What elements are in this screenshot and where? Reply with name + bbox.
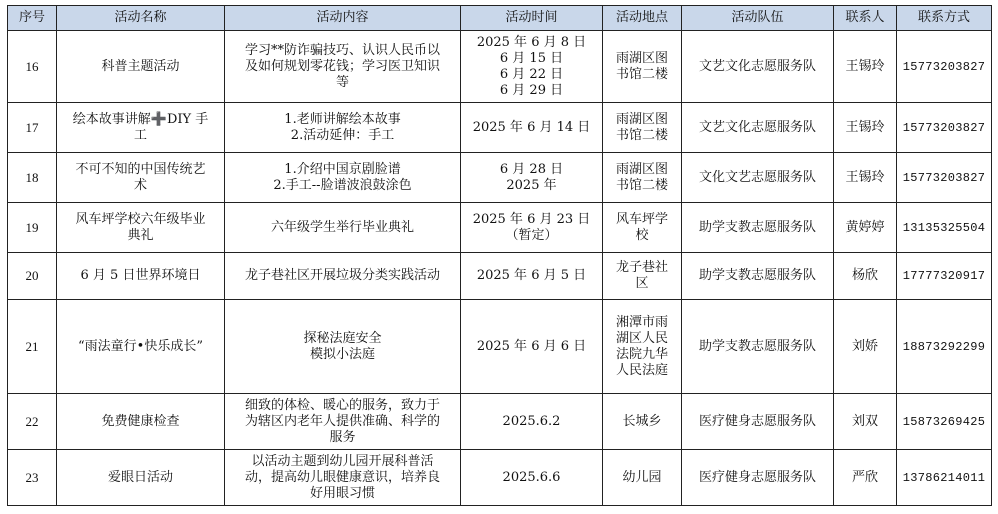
activity-time-line: 2025.6.6 [502,469,561,485]
contact-person: 王锡玲 [834,31,897,103]
contact-person: 王锡玲 [834,153,897,203]
activity-content-line: 探秘法庭安全 [303,330,382,346]
contact-phone: 13786214011 [897,450,992,506]
activity-content-line: 细致的体检、暖心的服务，致力于 [244,397,440,413]
contact-phone: 18873292299 [897,300,992,394]
activity-time [461,300,603,394]
activity-place-line: 幼儿园 [622,469,662,485]
activity-content [225,394,461,450]
activity-team: 助学支教志愿服务队 [682,300,834,394]
header-team: 活动队伍 [682,6,834,31]
activity-name-line: “雨法童行•快乐成长” [78,338,203,354]
activity-place-line: 法院九华 [615,346,668,362]
activity-content-line: 好用眼习惯 [309,485,375,501]
activity-content [225,253,461,300]
activity-place [603,450,682,506]
activity-name-line: 绘本故事讲解➕DIY 手 [72,111,209,127]
activity-time [461,203,603,253]
activity-name-line: 6 月 5 日世界环境日 [80,268,201,283]
activity-name [57,394,225,450]
activity-time-line: 6 月 22 日 [499,66,564,82]
activity-content [225,31,461,103]
row-number: 19 [8,203,57,253]
activity-team: 医疗健身志愿服务队 [682,394,834,450]
activity-time-line: 6 月 29 日 [499,82,564,98]
activity-content-line: 模拟小法庭 [309,346,375,362]
header-row [8,6,992,31]
activity-name-line: 爱眼日活动 [107,469,173,485]
activity-place-line: 湖区人民 [615,330,668,346]
activity-name-line: 科普主题活动 [101,58,180,74]
activity-content-line: 学习**防诈骗技巧、认识人民币以 [244,42,440,58]
activity-name-line: 免费健康检查 [101,413,180,429]
activity-place-line: 雨湖区图 [615,50,668,66]
contact-phone: 13135325504 [897,203,992,253]
contact-phone: 15873269425 [897,394,992,450]
activity-time-line: 2025 年 6 月 23 日 [472,211,591,227]
activity-place-line: 风车坪学 [615,211,668,227]
activity-place-line: 书馆二楼 [615,177,668,193]
contact-phone: 15773203827 [897,103,992,153]
activity-content-line: 1.介绍中国京剧脸谱 [284,161,401,177]
activity-content-line: 2.活动延伸：手工 [290,127,395,143]
activity-content-line: 服务 [329,429,356,445]
contact-person: 刘娇 [834,300,897,394]
header-content: 活动内容 [225,6,461,31]
activity-name [57,203,225,253]
activity-place-line: 人民法庭 [615,362,668,378]
activity-team: 助学支教志愿服务队 [682,253,834,300]
activity-content-line: 动，提高幼儿眼健康意识，培养良 [244,469,440,485]
header-name: 活动名称 [57,6,225,31]
activity-time-line: 2025.6.2 [502,413,561,429]
table-row [8,394,992,450]
activity-time [461,31,603,103]
activity-table [7,5,992,506]
activity-content-line: 2.手工--脸谱波浪鼓涂色 [273,177,412,193]
contact-person: 黄婷婷 [834,203,897,253]
activity-team: 文艺文化志愿服务队 [682,31,834,103]
activity-place-line: 书馆二楼 [615,127,668,143]
activity-place [603,253,682,300]
contact-person: 杨欣 [834,253,897,300]
activity-content-line: 1.老师讲解绘本故事 [284,111,401,127]
row-number: 18 [8,153,57,203]
contact-person: 刘双 [834,394,897,450]
table-row [8,450,992,506]
activity-place-line: 雨湖区图 [615,111,668,127]
row-number: 17 [8,103,57,153]
activity-place [603,153,682,203]
header-time: 活动时间 [461,6,603,31]
table-row [8,103,992,153]
activity-time-line: 2025 年 6 月 14 日 [472,119,591,135]
activity-place-line: 校 [635,227,649,243]
row-number: 16 [8,31,57,103]
activity-place-line: 龙子巷社 [615,260,668,275]
activity-content [225,103,461,153]
header-phone: 联系方式 [897,6,992,31]
activity-content-line: 六年级学生举行毕业典礼 [270,219,414,235]
contact-phone: 15773203827 [897,31,992,103]
activity-name [57,253,225,300]
contact-person: 严欣 [834,450,897,506]
activity-name [57,450,225,506]
activity-time-line: （暂定） [505,227,558,243]
activity-place-line: 雨湖区图 [615,161,668,177]
contact-phone: 15773203827 [897,153,992,203]
activity-time-line: 2025 年 [506,177,557,193]
row-number: 20 [8,253,57,300]
activity-content [225,203,461,253]
activity-place-line: 区 [635,276,649,291]
activity-team: 医疗健身志愿服务队 [682,450,834,506]
row-number: 21 [8,300,57,394]
activity-time-line: 6 月 28 日 [499,161,564,177]
table-body [8,31,992,506]
activity-time-line: 2025 年 6 月 5 日 [476,268,587,283]
activity-name-line: 典礼 [127,227,154,243]
activity-time [461,253,603,300]
activity-name-line: 工 [133,127,147,143]
activity-place-line: 湘潭市雨 [615,314,668,330]
activity-time [461,450,603,506]
activity-name-line: 不可不知的中国传统艺 [75,161,206,177]
activity-time-line: 2025 年 6 月 6 日 [476,338,587,354]
row-number: 23 [8,450,57,506]
activity-content [225,153,461,203]
table-row [8,203,992,253]
activity-place [603,203,682,253]
table-row [8,300,992,394]
contact-phone: 17777320917 [897,253,992,300]
activity-team: 助学支教志愿服务队 [682,203,834,253]
activity-place-line: 长城乡 [622,413,662,429]
activity-content [225,300,461,394]
table-row [8,31,992,103]
activity-name [57,103,225,153]
activity-team: 文艺文化志愿服务队 [682,103,834,153]
activity-name [57,31,225,103]
activity-content [225,450,461,506]
activity-name [57,300,225,394]
activity-content-line: 以活动主题到幼儿园开展科普活 [251,453,434,469]
activity-team: 文化文艺志愿服务队 [682,153,834,203]
activity-content-line: 为辖区内老年人提供准确、科学的 [244,413,440,429]
table-row [8,253,992,300]
activity-time [461,394,603,450]
activity-time [461,153,603,203]
table-row [8,153,992,203]
activity-name-line: 风车坪学校六年级毕业 [75,211,206,227]
activity-place [603,103,682,153]
activity-place [603,31,682,103]
activity-place [603,394,682,450]
header-contact: 联系人 [834,6,897,31]
activity-time-line: 6 月 15 日 [499,50,564,66]
row-number: 22 [8,394,57,450]
activity-content-line: 及如何规划零花钱；学习医卫知识 [244,58,440,74]
activity-name-line: 术 [133,177,147,193]
activity-name [57,153,225,203]
activity-time [461,103,603,153]
contact-person: 王锡玲 [834,103,897,153]
activity-content-line: 龙子巷社区开展垃圾分类实践活动 [244,268,440,283]
activity-content-line: 等 [335,74,349,90]
activity-time-line: 2025 年 6 月 8 日 [476,34,587,50]
activity-place-line: 书馆二楼 [615,66,668,82]
header-no: 序号 [8,6,57,31]
header-place: 活动地点 [603,6,682,31]
activity-place [603,300,682,394]
